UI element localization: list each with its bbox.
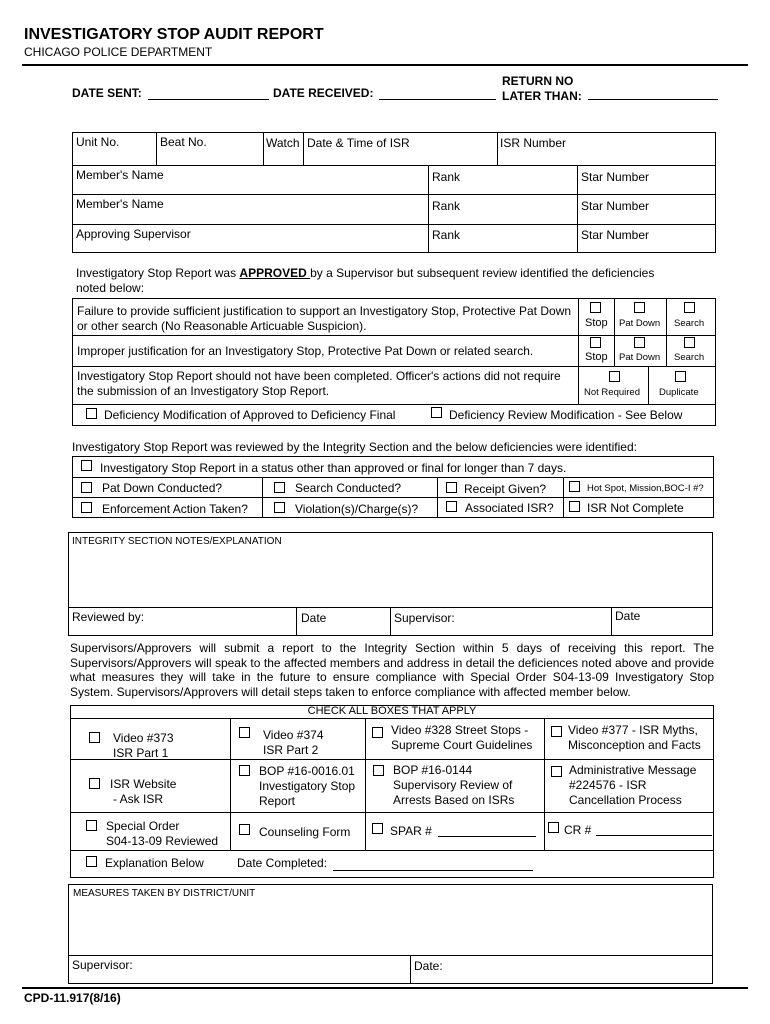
date-received-label: DATE RECEIVED: (273, 86, 374, 100)
approved-intro-line2: noted below: (76, 281, 145, 295)
spar-field[interactable] (438, 836, 536, 837)
search-conducted-label: Search Conducted? (295, 481, 402, 495)
form-number: CPD-11.917(8/16) (24, 991, 121, 1005)
explanation-checkbox[interactable] (86, 856, 97, 867)
approved-intro: Investigatory Stop Report was APPROVED by a Supervisor but subsequent review identified the deficiencies (76, 266, 655, 280)
isr-website-checkbox[interactable] (89, 778, 100, 789)
integrity-intro: Investigatory Stop Report was reviewed by the Integrity Section and the below deficiencies were identified: (72, 440, 637, 454)
hot-spot-checkbox[interactable] (569, 481, 580, 492)
reviewed-by-field[interactable]: Reviewed by: (72, 610, 145, 624)
star-2-field[interactable]: Star Number (581, 199, 650, 213)
row3-not-required-checkbox[interactable] (609, 371, 620, 382)
later-than-label: LATER THAN: (502, 89, 582, 103)
measures-title: MEASURES TAKEN BY DISTRICT/UNIT (73, 888, 256, 899)
unit-no-field[interactable]: Unit No. (76, 135, 120, 149)
enforcement-action-checkbox[interactable] (81, 502, 92, 513)
date-sent-label: DATE SENT: (72, 86, 142, 100)
instructions-paragraph: Supervisors/Approvers will submit a report to the Integrity Section within 5 days of receiving this report. The Supervisors/Approvers will speak to the affected members and address in detail the deficiences noted above and provide what measures they will take in the future to ensure compliance with Special Order S04-13-09 Investigatory Stop System. Supervisors/Approvers will detail steps taken to enforce compliance with affected member below. (70, 641, 714, 699)
bop0016-label: BOP #16-0016.01 Investigatory Stop Report (259, 764, 356, 808)
row1-search-label: Search (674, 318, 705, 329)
violations-checkbox[interactable] (274, 502, 285, 513)
mod-review-label: Deficiency Review Modification - See Below (449, 408, 683, 422)
measures-input[interactable] (70, 902, 711, 953)
return-date-field[interactable] (588, 99, 718, 100)
row3-not-required-label: Not Required (584, 387, 640, 398)
hot-spot-label: Hot Spot, Mission,BOC-I #? (587, 483, 704, 494)
mod-review-checkbox[interactable] (431, 407, 442, 418)
associated-isr-label: Associated ISR? (465, 501, 554, 515)
cr-checkbox[interactable] (548, 822, 559, 833)
isr-not-complete-checkbox[interactable] (569, 501, 580, 512)
row1-pat-down-checkbox[interactable] (634, 302, 645, 313)
video374-checkbox[interactable] (239, 727, 250, 738)
date-time-isr-field[interactable]: Date & Time of ISR (307, 136, 410, 150)
row2-pat-down-label: Pat Down (619, 352, 661, 363)
star-3-field[interactable]: Star Number (581, 228, 650, 242)
beat-no-field[interactable]: Beat No. (160, 135, 207, 149)
bop0144-label: BOP #16-0144 Supervisory Review of Arrests Based on ISRs (393, 763, 515, 807)
row3-duplicate-label: Duplicate (659, 387, 699, 398)
row2-stop-label: Stop (585, 351, 608, 363)
search-conducted-checkbox[interactable] (274, 482, 285, 493)
row3-duplicate-checkbox[interactable] (675, 371, 686, 382)
violations-label: Violation(s)/Charge(s)? (295, 502, 419, 516)
row3-text: Investigatory Stop Report should not have been completed. Officer's actions did not require the submission of an Investigatory Stop Report. (77, 369, 561, 398)
checklist-title: CHECK ALL BOXES THAT APPLY (307, 705, 477, 717)
bop0016-checkbox[interactable] (239, 765, 250, 776)
row2-search-checkbox[interactable] (684, 337, 695, 348)
measures-supervisor-field[interactable]: Supervisor: (72, 958, 133, 972)
associated-isr-checkbox[interactable] (446, 501, 457, 512)
spar-label: SPAR # (390, 824, 432, 838)
row1-text: Failure to provide sufficient justification to support an Investigatory Stop, Protective Pat Down or other search (No Reasonable Articuable Suspicion). (77, 304, 572, 333)
status-other-label: Investigatory Stop Report in a status other than approved or final for longer than 7 days. (100, 461, 567, 475)
isr-website-label: ISR Website - Ask ISR (110, 777, 177, 806)
department-name: CHICAGO POLICE DEPARTMENT (24, 45, 213, 59)
reviewed-date-field[interactable]: Date (301, 611, 327, 625)
explanation-label: Explanation Below (105, 856, 204, 870)
star-1-field[interactable]: Star Number (581, 170, 650, 184)
pat-down-conducted-label: Pat Down Conducted? (102, 481, 223, 495)
cr-label: CR # (564, 823, 592, 837)
return-no-label: RETURN NO (502, 74, 574, 88)
admin-message-checkbox[interactable] (551, 766, 562, 777)
bop0144-checkbox[interactable] (373, 765, 384, 776)
mod-final-label: Deficiency Modification of Approved to Deficiency Final (104, 408, 396, 422)
row2-stop-checkbox[interactable] (590, 337, 601, 348)
mod-final-checkbox[interactable] (86, 408, 97, 419)
rank-1-field[interactable]: Rank (432, 170, 461, 184)
pat-down-conducted-checkbox[interactable] (81, 482, 92, 493)
video328-label: Video #328 Street Stops - Supreme Court Guidelines (391, 723, 533, 752)
video373-checkbox[interactable] (89, 732, 100, 743)
row1-stop-label: Stop (585, 317, 608, 329)
special-order-label: Special Order S04-13-09 Reviewed (106, 819, 219, 848)
cr-field[interactable] (596, 835, 712, 836)
watch-field[interactable]: Watch (266, 136, 300, 150)
counseling-form-label: Counseling Form (259, 825, 351, 839)
isr-not-complete-label: ISR Not Complete (587, 501, 684, 515)
enforcement-action-label: Enforcement Action Taken? (102, 502, 248, 516)
notes-supervisor-field[interactable]: Supervisor: (394, 611, 455, 625)
counseling-form-checkbox[interactable] (239, 824, 250, 835)
integrity-notes-title: INTEGRITY SECTION NOTES/EXPLANATION (72, 536, 282, 547)
video373-label: Video #373 ISR Part 1 (113, 731, 174, 760)
rank-2-field[interactable]: Rank (432, 199, 461, 213)
admin-message-label: Administrative Message #224576 - ISR Cancellation Process (569, 763, 697, 807)
approving-supervisor-field[interactable]: Approving Supervisor (76, 227, 191, 241)
spar-checkbox[interactable] (372, 823, 383, 834)
receipt-given-checkbox[interactable] (446, 482, 457, 493)
receipt-given-label: Receipt Given? (464, 482, 547, 496)
date-completed-field[interactable] (333, 870, 533, 871)
footer-rule (22, 987, 748, 989)
status-other-checkbox[interactable] (81, 460, 92, 471)
measures-date-field[interactable]: Date: (414, 959, 443, 973)
form-title: INVESTIGATORY STOP AUDIT REPORT (24, 26, 324, 43)
row2-pat-down-checkbox[interactable] (634, 337, 645, 348)
notes-date-field[interactable]: Date (615, 609, 641, 623)
row1-stop-checkbox[interactable] (590, 302, 601, 313)
row1-search-checkbox[interactable] (684, 302, 695, 313)
video328-checkbox[interactable] (372, 727, 383, 738)
row2-search-label: Search (674, 352, 705, 363)
special-order-checkbox[interactable] (86, 820, 97, 831)
date-received-field[interactable] (379, 99, 496, 100)
rank-3-field[interactable]: Rank (432, 228, 461, 242)
date-completed-label: Date Completed: (237, 856, 328, 870)
isr-number-field[interactable]: ISR Number (500, 136, 567, 150)
header-rule (22, 64, 748, 66)
video377-checkbox[interactable] (551, 726, 562, 737)
member-name-1-field[interactable]: Member's Name (76, 168, 164, 182)
member-name-2-field[interactable]: Member's Name (76, 197, 164, 211)
video374-label: Video #374 ISR Part 2 (263, 728, 324, 757)
integrity-notes-input[interactable] (70, 550, 711, 605)
row1-pat-down-label: Pat Down (619, 318, 661, 329)
row2-text: Improper justification for an Investigatory Stop, Protective Pat Down or related search. (77, 344, 534, 358)
date-sent-field[interactable] (148, 99, 269, 100)
video377-label: Video #377 - ISR Myths, Misconception and Facts (568, 723, 701, 752)
